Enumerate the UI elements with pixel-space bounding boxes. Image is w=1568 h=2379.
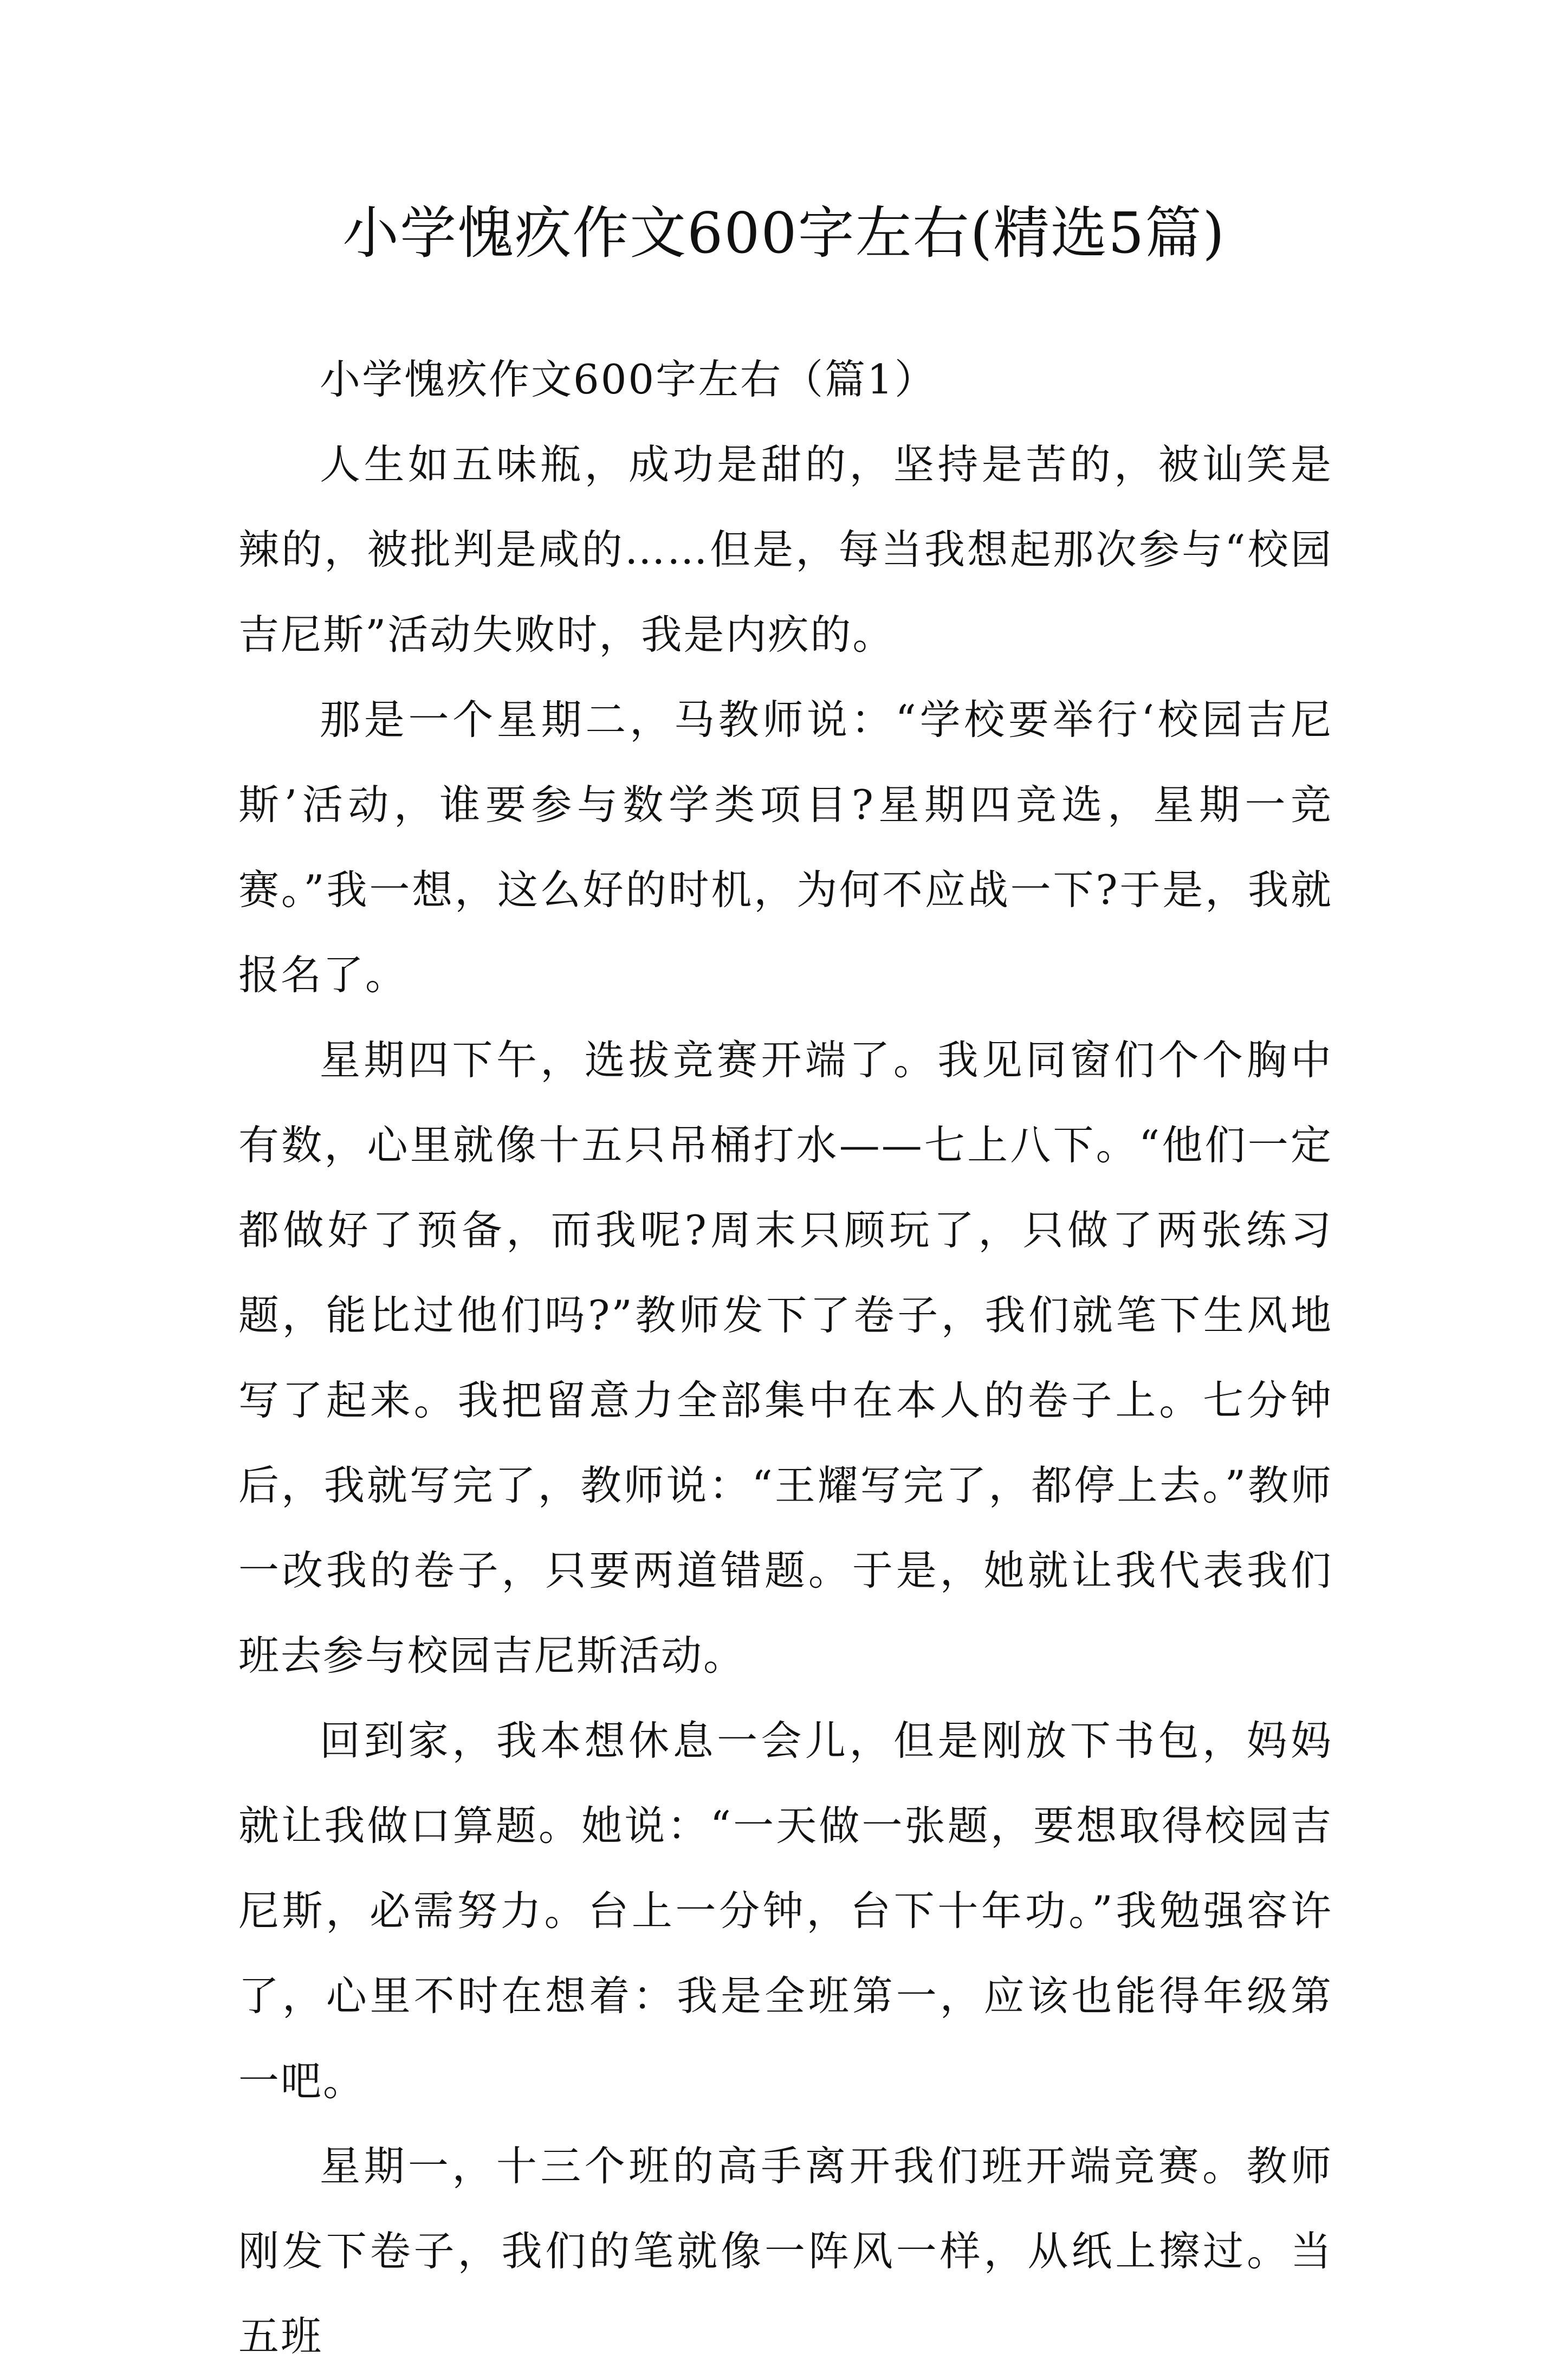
paragraph: 那是一个星期二，马教师说：“学校要举行‘校园吉尼斯’活动，谁要参与数学类项目?星期四竞选，星期一竞赛。”我一想，这么好的时机，为何不应战一下?于是，我就报名了。: [238, 696, 1333, 999]
document-title: 小学愧疚作文600字左右(精选5篇): [342, 200, 1226, 266]
paragraph: 回到家，我本想休息一会儿，但是刚放下书包，妈妈就让我做口算题。她说：“一天做一张题，要想取得校园吉尼斯，必需努力。台上一分钟，台下十年功。”我勉强容许了，心里不时在想着：我是全班第一，应该也能得年级第一吧。: [238, 1717, 1333, 2105]
paragraph: 星期四下午，选拔竞赛开端了。我见同窗们个个胸中有数，心里就像十五只吊桶打水——七上八下。“他们一定都做好了预备，而我呢?周末只顾玩了，只做了两张练习题，能比过他们吗?”教师发下了卷子，我们就笔下生风地写了起来。我把留意力全部集中在本人的卷子上。七分钟后，我就写完了，教师说：“王耀写完了，都停上去。”教师一改我的卷子，只要两道错题。于是，她就让我代表我们班去参与校园吉尼斯活动。: [238, 1036, 1333, 1679]
paragraph: 星期一，十三个班的高手离开我们班开端竞赛。教师刚发下卷子，我们的笔就像一阵风一样，从纸上擦过。当五班: [238, 2142, 1333, 2360]
paragraph: 人生如五味瓶，成功是甜的，坚持是苦的，被讪笑是辣的，被批判是咸的……但是，每当我想起那次参与“校园吉尼斯”活动失败时，我是内疚的。: [238, 441, 1333, 658]
document-body: [238, 337, 1333, 2379]
section-heading: 小学愧疚作文600字左右（篇1）: [320, 355, 937, 403]
